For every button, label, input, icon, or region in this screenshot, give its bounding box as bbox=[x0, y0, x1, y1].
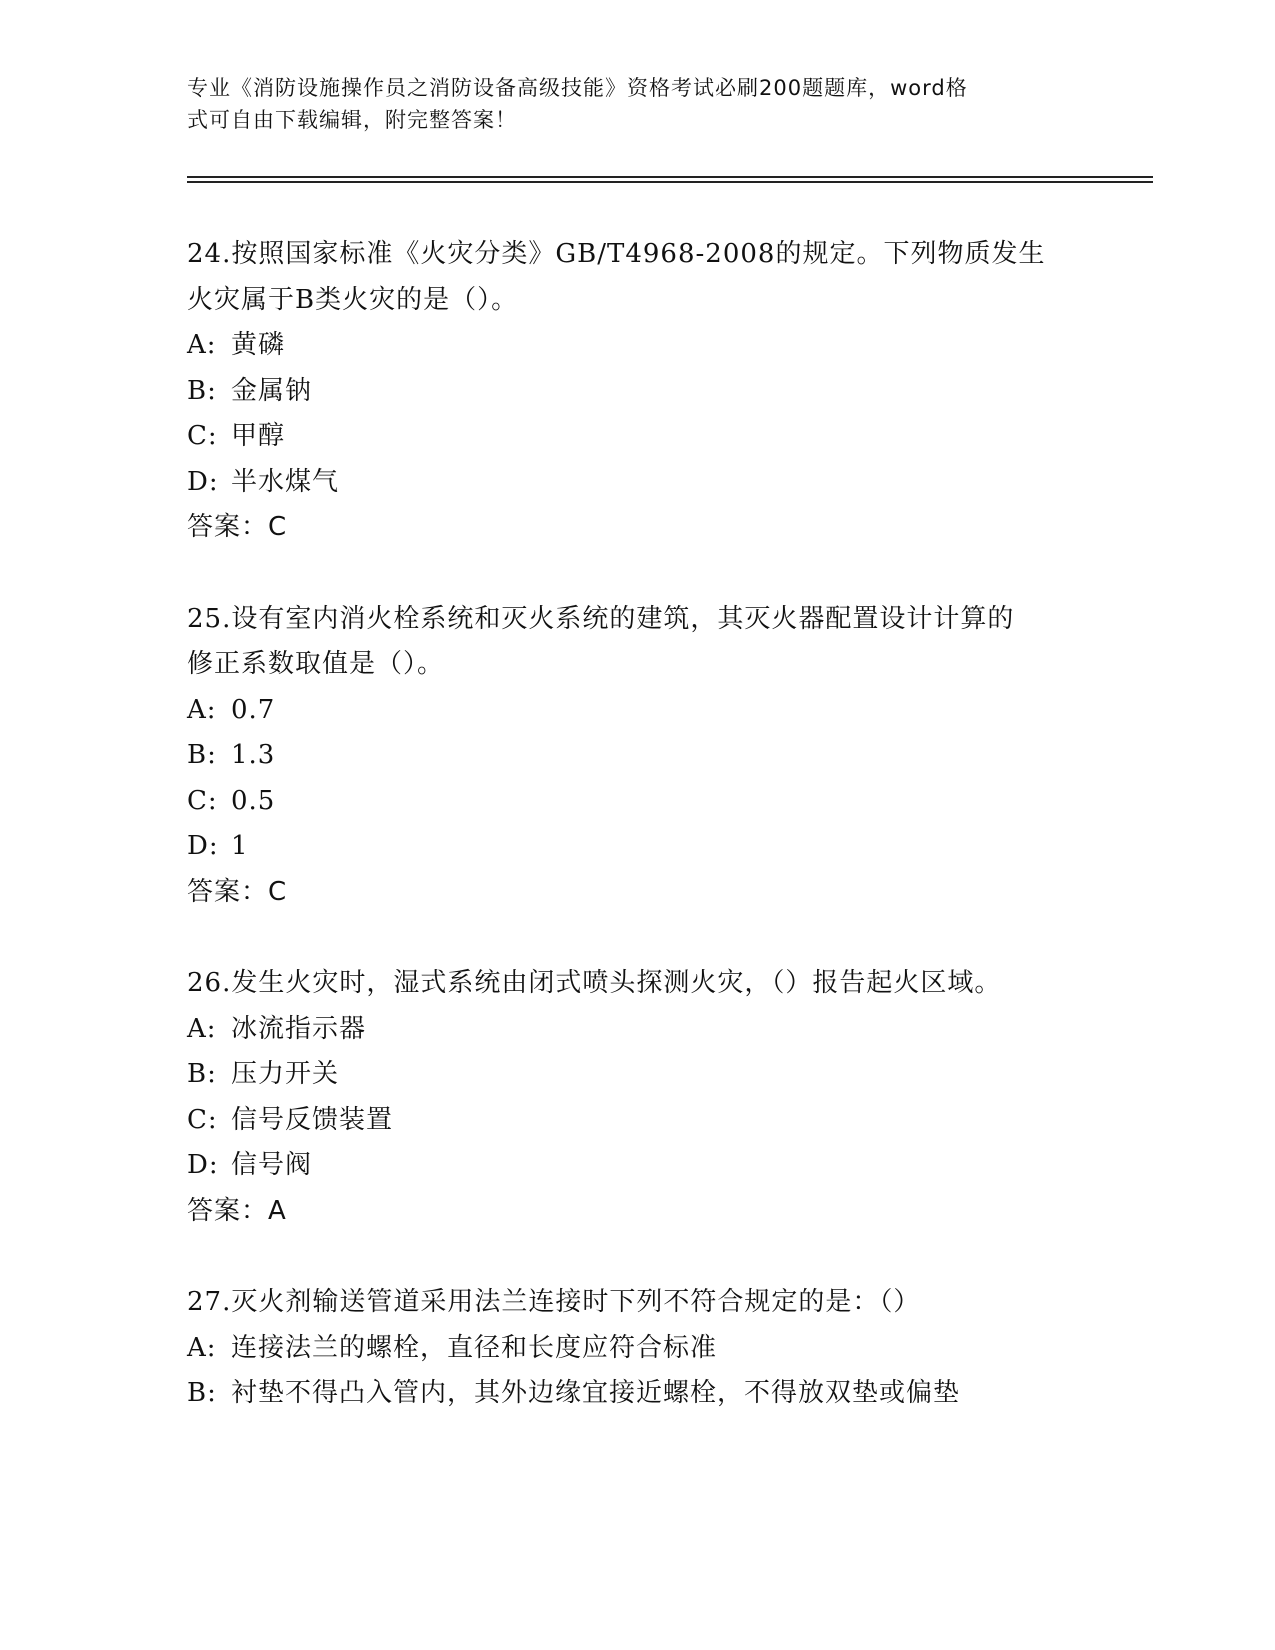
option-b bbox=[187, 733, 1117, 779]
option-text: 金属钠 bbox=[231, 375, 313, 406]
option-letter: B: bbox=[187, 1059, 217, 1089]
option-text: 衬垫不得凸入管内，其外边缘宜接近螺栓，不得放双垫或偏垫 bbox=[231, 1378, 961, 1408]
option-a bbox=[187, 1007, 1117, 1053]
option-c bbox=[187, 414, 1117, 460]
option-text: 冰流指示器 bbox=[231, 1013, 367, 1044]
answer-label: 答案： bbox=[187, 1195, 269, 1226]
option-letter: A: bbox=[187, 1013, 217, 1044]
option-letter: D: bbox=[187, 466, 219, 497]
question-text: 修正系数取值是（）。 bbox=[187, 649, 445, 679]
option-c bbox=[187, 779, 1117, 825]
option-letter: C: bbox=[187, 785, 218, 816]
question-text: 26.发生火灾时，湿式系统由闭式喷头探测火灾，（）报告起火区域。 bbox=[187, 968, 1002, 998]
answer-line bbox=[187, 870, 1117, 916]
option-a bbox=[187, 1326, 1117, 1372]
option-b bbox=[187, 369, 1117, 415]
option-text: 半水煤气 bbox=[231, 466, 340, 497]
question-list bbox=[187, 232, 1117, 1463]
question-25 bbox=[187, 597, 1117, 916]
option-c bbox=[187, 1098, 1117, 1144]
option-text: 1 bbox=[231, 831, 249, 861]
header-divider-top bbox=[187, 176, 1153, 178]
option-letter: B: bbox=[187, 375, 217, 406]
option-text: 1.3 bbox=[231, 740, 276, 770]
option-letter: B: bbox=[187, 1378, 217, 1408]
answer-line bbox=[187, 1189, 1117, 1235]
option-text: 黄磷 bbox=[231, 330, 286, 360]
option-text: 甲醇 bbox=[231, 421, 286, 451]
option-a bbox=[187, 323, 1117, 369]
answer-value: C bbox=[268, 512, 288, 542]
answer-value: C bbox=[268, 876, 288, 907]
option-d bbox=[187, 824, 1117, 870]
header-line-2: 式可自由下载编辑，附完整答案！ bbox=[187, 108, 517, 132]
option-b bbox=[187, 1371, 1117, 1417]
answer-line bbox=[187, 505, 1117, 551]
option-letter: A: bbox=[187, 694, 217, 725]
answer-label: 答案： bbox=[187, 876, 269, 907]
option-text: 压力开关 bbox=[231, 1059, 340, 1089]
option-letter: B: bbox=[187, 740, 217, 770]
question-26 bbox=[187, 961, 1117, 1234]
option-a bbox=[187, 688, 1117, 734]
option-letter: C: bbox=[187, 1104, 218, 1135]
question-text: 24.按照国家标准《火灾分类》GB/T4968-2008的规定。下列物质发生 bbox=[187, 239, 1046, 269]
option-text: 0.5 bbox=[231, 785, 276, 816]
option-text: 信号反馈装置 bbox=[231, 1104, 394, 1135]
question-27 bbox=[187, 1280, 1117, 1417]
option-letter: D: bbox=[187, 831, 219, 861]
option-letter: D: bbox=[187, 1150, 219, 1180]
question-text: 25.设有室内消火栓系统和灭火系统的建筑，其灭火器配置设计计算的 bbox=[187, 603, 1015, 634]
answer-label: 答案： bbox=[187, 512, 269, 542]
option-letter: A: bbox=[187, 1332, 217, 1363]
option-text: 0.7 bbox=[231, 694, 276, 725]
option-letter: A: bbox=[187, 330, 217, 360]
question-text: 27.灭火剂输送管道采用法兰连接时下列不符合规定的是：（） bbox=[187, 1287, 921, 1317]
option-d bbox=[187, 1143, 1117, 1189]
option-letter: C: bbox=[187, 421, 218, 451]
option-text: 连接法兰的螺栓，直径和长度应符合标准 bbox=[231, 1332, 718, 1363]
document-header bbox=[187, 72, 1087, 136]
question-text: 火灾属于B类火灾的是（）。 bbox=[187, 284, 519, 315]
header-divider-bottom bbox=[187, 181, 1153, 183]
question-24 bbox=[187, 232, 1117, 551]
option-text: 信号阀 bbox=[231, 1150, 313, 1180]
header-line-1: 专业《消防设施操作员之消防设备高级技能》资格考试必刷200题题库，word格 bbox=[187, 76, 968, 100]
option-d bbox=[187, 460, 1117, 506]
answer-value: A bbox=[268, 1195, 287, 1226]
option-b bbox=[187, 1052, 1117, 1098]
